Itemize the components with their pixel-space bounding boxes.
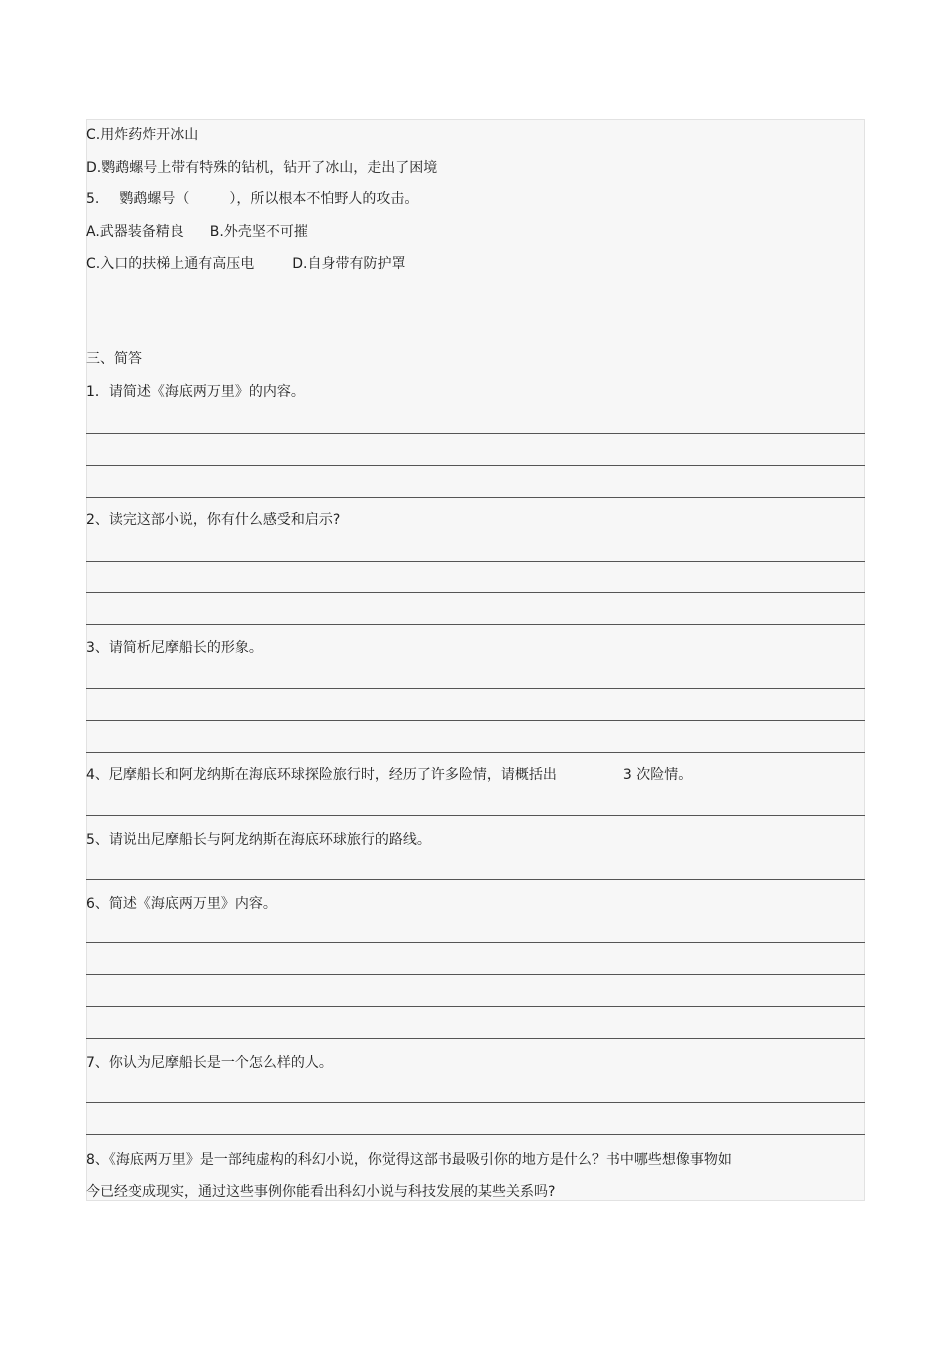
answer-line [86,433,865,434]
question-8-line1: 8、《海底两万里》是一部纯虚构的科幻小说，你觉得这部书最吸引你的地方是什么？书中哪些想像事物如 [86,1152,732,1168]
q5-option-c: C.入口的扶梯上通有高压电 [86,256,255,272]
q5-options-ab [86,223,308,241]
question-3: 3、请简析尼摩船长的形象。 [86,640,263,656]
answer-line [86,624,865,625]
q5-option-d: D.自身带有防护罩 [292,256,406,272]
answer-line [86,1134,865,1135]
q5-options-cd [86,255,405,273]
answer-line [86,1038,865,1039]
answer-line [86,720,865,721]
answer-line [86,465,865,466]
q4-option-c: C.用炸药炸开冰山 [86,127,199,143]
section-title: 三、简答 [86,351,142,367]
q5-option-b: B.外壳坚不可摧 [209,224,308,240]
q5-number: 5. [86,191,100,207]
question-6: 6、简述《海底两万里》内容。 [86,896,277,912]
answer-line [86,688,865,689]
q5-stem-part2: ），所以根本不怕野人的攻击。 [229,191,419,207]
question-7: 7、你认为尼摩船长是一个怎么样的人。 [86,1055,333,1071]
answer-line [86,592,865,593]
answer-line [86,561,865,562]
question-5: 5、请说出尼摩船长与阿龙纳斯在海底环球旅行的路线。 [86,832,431,848]
question-4-part1: 4、尼摩船长和阿龙纳斯在海底环球探险旅行时，经历了许多险情，请概括出 [86,767,557,783]
question-4-part2: 3 次险情。 [622,767,693,783]
answer-line [86,1006,865,1007]
answer-line [86,942,865,943]
q5-stem-part1: 鹦鹉螺号（ [119,191,190,207]
answer-line [86,497,865,498]
question-8-line2: 今已经变成现实，通过这些事例你能看出科幻小说与科技发展的某些关系吗? [86,1184,556,1200]
q4-option-d: D.鹦鹉螺号上带有特殊的钻机，钻开了冰山，走出了困境 [86,160,438,176]
q5-stem [86,190,418,208]
question-2: 2、读完这部小说，你有什么感受和启示? [86,512,341,528]
answer-line [86,1102,865,1103]
answer-line [86,974,865,975]
answer-line [86,879,865,880]
question-1: 1．请简述《海底两万里》的内容。 [86,384,305,400]
answer-line [86,752,865,753]
question-4 [86,766,692,784]
answer-line [86,815,865,816]
q5-option-a: A.武器装备精良 [86,224,184,240]
